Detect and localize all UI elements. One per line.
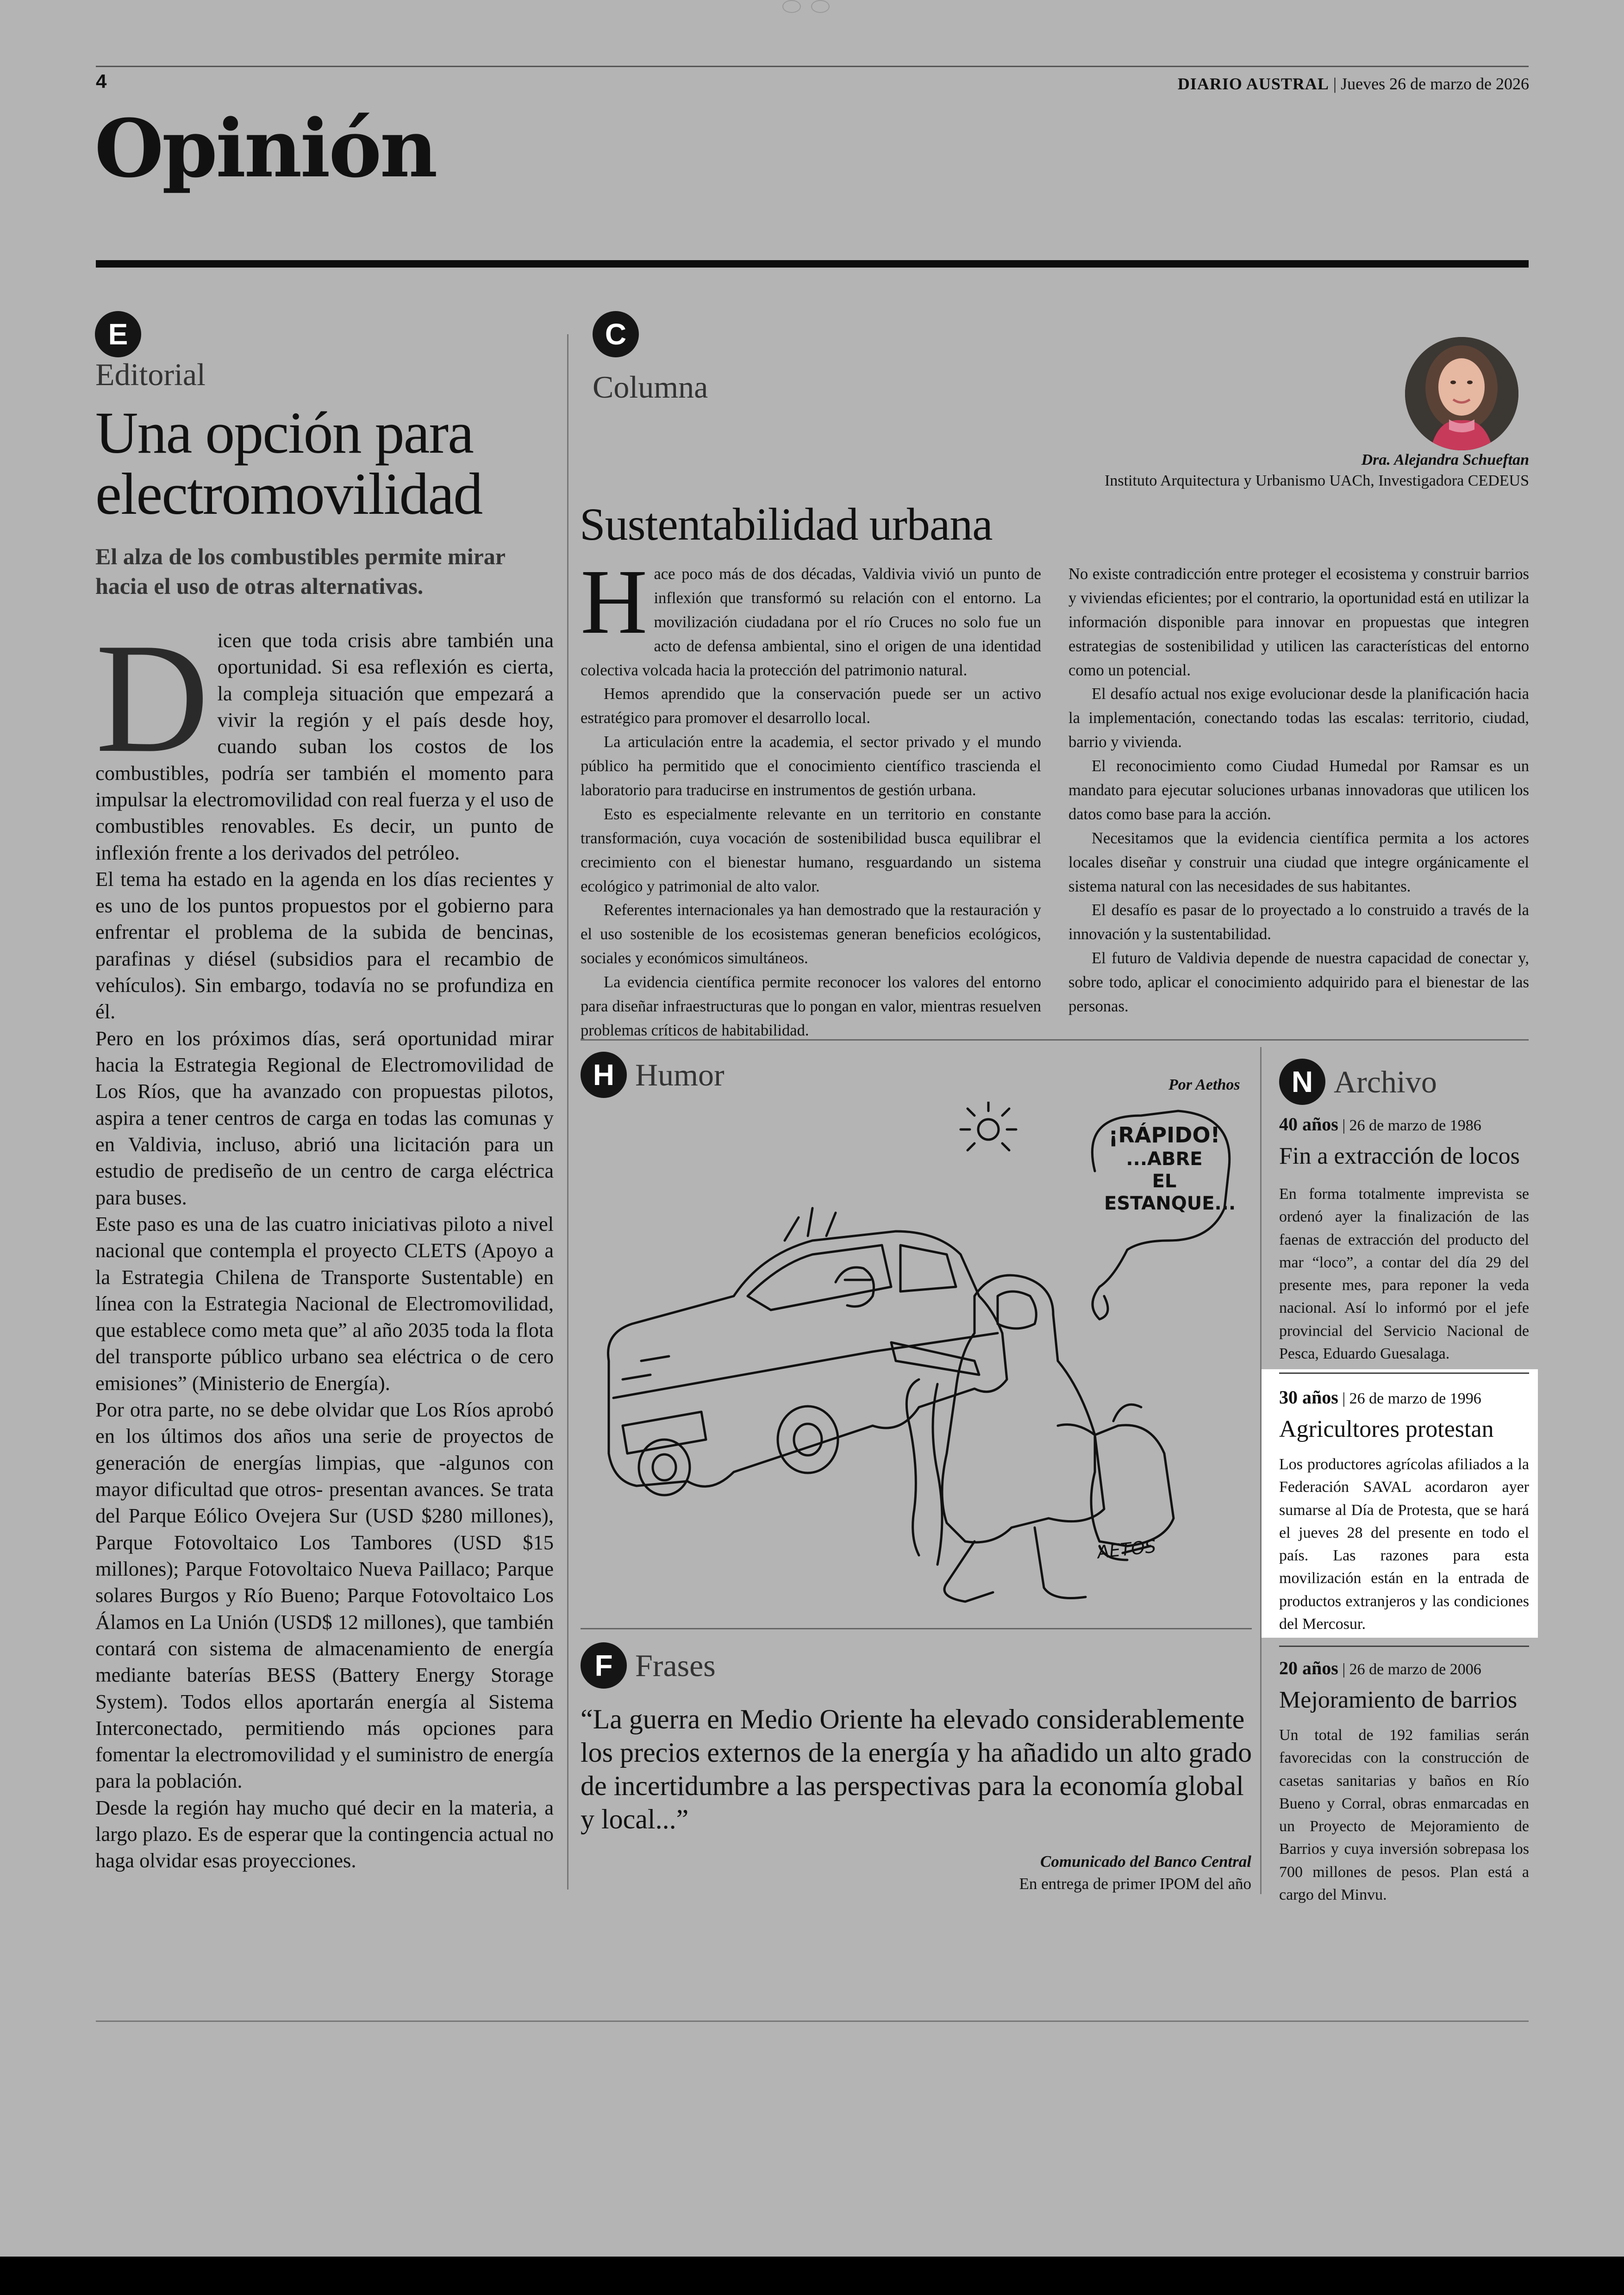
page-number: 4: [96, 70, 107, 92]
archivo-date-line: 20 años | 26 de marzo de 2006: [1279, 1658, 1481, 1678]
column-paragraph: La articulación entre la academia, el sector privado y el mundo público ha permitido que el conocimiento científico trascienda el laboratorio para traducirse en instrumentos de gestión urbana.: [581, 733, 1041, 799]
column-dropcap: H: [581, 551, 648, 653]
humor-kicker: Humor: [635, 1057, 725, 1092]
issue-date: Jueves 26 de marzo de 2026: [1341, 75, 1529, 93]
masthead: [1178, 74, 1529, 94]
frases-badge: F: [581, 1642, 627, 1689]
archivo-date-line: 30 años | 26 de marzo de 1996: [1279, 1387, 1481, 1408]
archivo-years: 20 años: [1279, 1658, 1338, 1678]
bubble-text: EL: [1152, 1171, 1177, 1192]
humor-badge: H: [581, 1052, 627, 1098]
archivo-rule: [1279, 1372, 1529, 1374]
author-name: Dra. Alejandra Schueftan: [1361, 451, 1529, 468]
archivo-text: Los productores agrícolas afiliados a la Federación SAVAL acordaron ayer sumarse al Día de Protesta, que se hará el jueves 28 del presente en todo el país. Las razones para esta movilización están en la entrada de productos extranjeros y las condiciones del Mercosur.: [1279, 1456, 1529, 1633]
column-badge: C: [593, 311, 639, 357]
editorial-title-line: electromovilidad: [95, 461, 482, 527]
editorial-title-line: Una opción para: [95, 400, 473, 466]
archivo-kicker: Archivo: [1334, 1064, 1437, 1099]
column-title: Sustentabilidad urbana: [580, 499, 993, 550]
editorial-kicker: Editorial: [95, 357, 206, 392]
column-paragraph: El desafío actual nos exige evolucionar desde la planificación hacia la implementación, conectando todas las escalas: territorio, ciudad, barrio y vivienda.: [1068, 685, 1529, 751]
humor-author: Por Aethos: [1168, 1076, 1240, 1093]
cartoon-signature: AETOS: [1096, 1536, 1157, 1563]
archivo-item: [1279, 1386, 1529, 1635]
column-bottom-rule: [581, 1039, 1529, 1041]
author-affiliation: Instituto Arquitectura y Urbanismo UACh, Investigadora CEDEUS: [1105, 472, 1529, 489]
archivo-item: [1279, 1657, 1529, 1906]
editorial-badge: E: [95, 311, 141, 357]
column-paragraph: El desafío es pasar de lo proyectado a lo construido a través de la innovación y la sustentabilidad.: [1068, 901, 1529, 943]
editorial-paragraph: El tema ha estado en la agenda en los días recientes y es uno de los puntos propuestos por el gobierno para enfrentar el problema de la subida de bencinas, parafinas y diésel (subsidios para el recambio de vehículos). Sin embargo, todavía no se profundiza en él.: [95, 867, 554, 1023]
column-divider: [567, 334, 568, 1890]
archivo-text: En forma totalmente imprevista se ordenó ayer la finalización de las faenas de extracción del producto del mar “loco”, a contar del día 29 del presente mes, para reponer la veda nacional. Así lo informó por el jefe provincial del Servicio Nacional de Pesca, Eduardo Guesalaga.: [1279, 1185, 1529, 1363]
archivo-headline: Agricultores protestan: [1279, 1416, 1494, 1442]
paper-name: DIARIO AUSTRAL: [1177, 75, 1329, 93]
editorial-paragraph-text: icen que toda crisis abre también una oportunidad. Si esa reflexión es cierta, la compleja situación que empezará a vivir la región y el país desde hoy, cuando suban los costos de los combustibles, podría ser también el momento para impulsar la electromovilidad con real fuerza y el uso de combustibles renovables. Es decir, un punto de inflexión frente a los derivados del petróleo.: [95, 629, 554, 864]
column-paragraph: [581, 551, 1041, 682]
column-paragraph-text: ace poco más de dos décadas, Valdivia vivió un punto de inflexión que transformó su relación con el entorno. La movilización ciudadana por el río Cruces no solo fue un acto de defensa ambiental, sino el origen de una identidad colectiva volcada hacia la protección del patrimonio natural.: [581, 565, 1041, 679]
archivo-years: 30 años: [1279, 1387, 1338, 1408]
archivo-text: Un total de 192 familias serán favorecidas con la construcción de casetas sanitarias y baños en Río Bueno y Corral, obras enmarcadas en un Proyecto de Mejoramiento de Barrios y cuya inversión sobrepasa los 700 millones de pesos. Plan está a cargo del Minvu.: [1279, 1727, 1529, 1904]
archivo-years: 40 años: [1279, 1114, 1338, 1135]
archivo-item: [1279, 1113, 1529, 1365]
author-photo: [1405, 337, 1518, 450]
archivo-headline: Fin a extracción de locos: [1279, 1143, 1520, 1169]
column-paragraph: La evidencia científica permite reconocer los valores del entorno para diseñar infraestructuras que lo pongan en valor, mientras resuelven problemas críticos de habitabilidad.: [581, 973, 1041, 1039]
column-paragraph: Referentes internacionales ya han demostrado que la restauración y el uso sostenible de los ecosistemas generan beneficios ecológicos, sociales y económicos simultáneos.: [581, 901, 1041, 967]
speech-bubble: [1104, 1123, 1236, 1215]
editorial-subtitle-line: El alza de los combustibles permite mirar: [95, 543, 506, 569]
section-rule: [96, 260, 1529, 268]
masthead-separator: |: [1329, 75, 1341, 93]
archivo-date: 26 de marzo de 1986: [1349, 1117, 1481, 1134]
humor-header: [581, 1052, 725, 1098]
editorial-paragraph: Pero en los próximos días, será oportunidad mirar hacia la Estrategia Regional de Electromovilidad de Los Ríos, que ha avanzado con propuestas pilotos, aspira a tener centros de carga en todas las comunas y en Valdivia, incluso, abrió una licitación para un estudio de prediseño de un centro de carga eléctrica para buses.: [95, 1026, 554, 1209]
humor-cartoon: [595, 1102, 1248, 1625]
editorial-paragraph: Por otra parte, no se debe olvidar que Los Ríos aprobó en los últimos dos años una serie de proyectos de generación de energías limpias, que -algunos con mayor dificultad que otros- presentan avances. Se trata del Parque Eólico Ovejera Sur (USD $280 millones), Parque Fotovoltaico Los Tambores (USD $15 millones); Parque Fotovoltaico Nueva Paillaco; Parque solares Burgos y Río Bueno; Parque Fotovoltaico Los Álamos en La Unión (USD$ 12 millones), que también contará con sistema de almacenamiento de energía mediante baterías BESS (Battery Energy Storage System). Todos ellos aportarán energía al Sistema Interconectado, permitiendo más opciones para fomentar la electromovilidad y el suministro de energía para la población.: [95, 1398, 554, 1793]
column-paragraph: No existe contradicción entre proteger el ecosistema y construir barrios y viviendas eficientes; por el contrario, la oportunidad está en utilizar la información disponible para innovar en propuestas que integren estrategias de sostenibilidad y utilicen las características del entorno como un potencial.: [1068, 565, 1529, 679]
column-paragraph: El reconocimiento como Ciudad Humedal por Ramsar es un mandato para ejecutar soluciones urbanas innovadoras que utilicen los datos como base para la acción.: [1068, 757, 1529, 823]
frases-source: Comunicado del Banco Central: [1040, 1852, 1251, 1871]
archivo-header: [1279, 1059, 1437, 1105]
archivo-rule: [1279, 1646, 1529, 1647]
editorial-subtitle-line: hacia el uso de otras alternativas.: [95, 573, 424, 599]
column-body-right: [1068, 562, 1529, 1019]
archivo-headline: Mejoramiento de barrios: [1279, 1687, 1518, 1713]
column-kicker: Columna: [593, 369, 708, 405]
column-body-left: [581, 551, 1041, 1043]
editorial-dropcap: D: [95, 611, 209, 785]
editorial-paragraph: Desde la región hay mucho qué decir en la materia, a largo plazo. Es de esperar que la contingencia actual no haga olvidar esas proyecciones.: [95, 1796, 554, 1872]
footer-rule: [96, 2021, 1529, 2022]
archivo-date-line: 40 años | 26 de marzo de 1986: [1279, 1114, 1481, 1135]
frases-header: [581, 1642, 716, 1689]
next-page-icon[interactable]: [811, 0, 830, 13]
archivo-badge: N: [1279, 1059, 1325, 1105]
frases-quote: “La guerra en Medio Oriente ha elevado considerablemente los precios externos de la energía y ha añadido un alto grado de incertidumbre a las perspectivas para la economía global y local...”: [581, 1704, 1252, 1834]
archivo-date: 26 de marzo de 2006: [1349, 1661, 1481, 1678]
column-paragraph: El futuro de Valdivia depende de nuestra capacidad de conectar y, sobre todo, aplicar el conocimiento adquirido para el bienestar de las personas.: [1068, 949, 1529, 1016]
editorial-paragraph: Este paso es una de las cuatro iniciativas piloto a nivel nacional que contempla el proyecto CLETS (Apoyo a la Estrategia Chilena de Transporte Sustentable) en línea con la Estrategia Nacional de Electromovilidad, que establece como meta que” al año 2035 toda la flota del transporte público urbano sea eléctrica o de cero emisiones” (Ministerio de Energía).: [95, 1212, 554, 1395]
editorial-title: [95, 400, 558, 527]
author-portrait-icon: [1405, 337, 1518, 450]
humor-bottom-rule: [581, 1628, 1252, 1629]
archivo-date: 26 de marzo de 1996: [1349, 1390, 1481, 1407]
editorial-body: [95, 611, 554, 1874]
section-title: Opinión: [94, 101, 436, 195]
column-paragraph: Hemos aprendido que la conservación puede ser un activo estratégico para promover el desarrollo local.: [581, 685, 1041, 727]
editorial-paragraph: [95, 611, 554, 866]
page-nav[interactable]: [782, 0, 843, 14]
bubble-text: ...ABRE: [1126, 1148, 1203, 1170]
prev-page-icon[interactable]: [782, 0, 801, 13]
frases-source-detail: En entrega de primer IPOM del año: [1019, 1875, 1251, 1893]
bubble-text: ¡RÁPIDO!: [1108, 1123, 1220, 1148]
editorial-subtitle: [95, 542, 540, 601]
viewer-bottom-bar: [0, 2257, 1624, 2295]
bubble-text: ESTANQUE...: [1104, 1193, 1236, 1215]
column-paragraph: Necesitamos que la evidencia científica permita a los actores locales diseñar y construir una ciudad que integre orgánicamente el sistema natural con las necesidades de sus habitantes.: [1068, 829, 1529, 895]
header-rule: [96, 66, 1529, 67]
frases-kicker: Frases: [635, 1647, 716, 1683]
column-paragraph: Esto es especialmente relevante en un territorio en constante transformación, cuya vocación de sostenibilidad busca equilibrar el crecimiento con el bienestar humano, resguardando un sistema ecológico y patrimonial de alto valor.: [581, 805, 1041, 895]
